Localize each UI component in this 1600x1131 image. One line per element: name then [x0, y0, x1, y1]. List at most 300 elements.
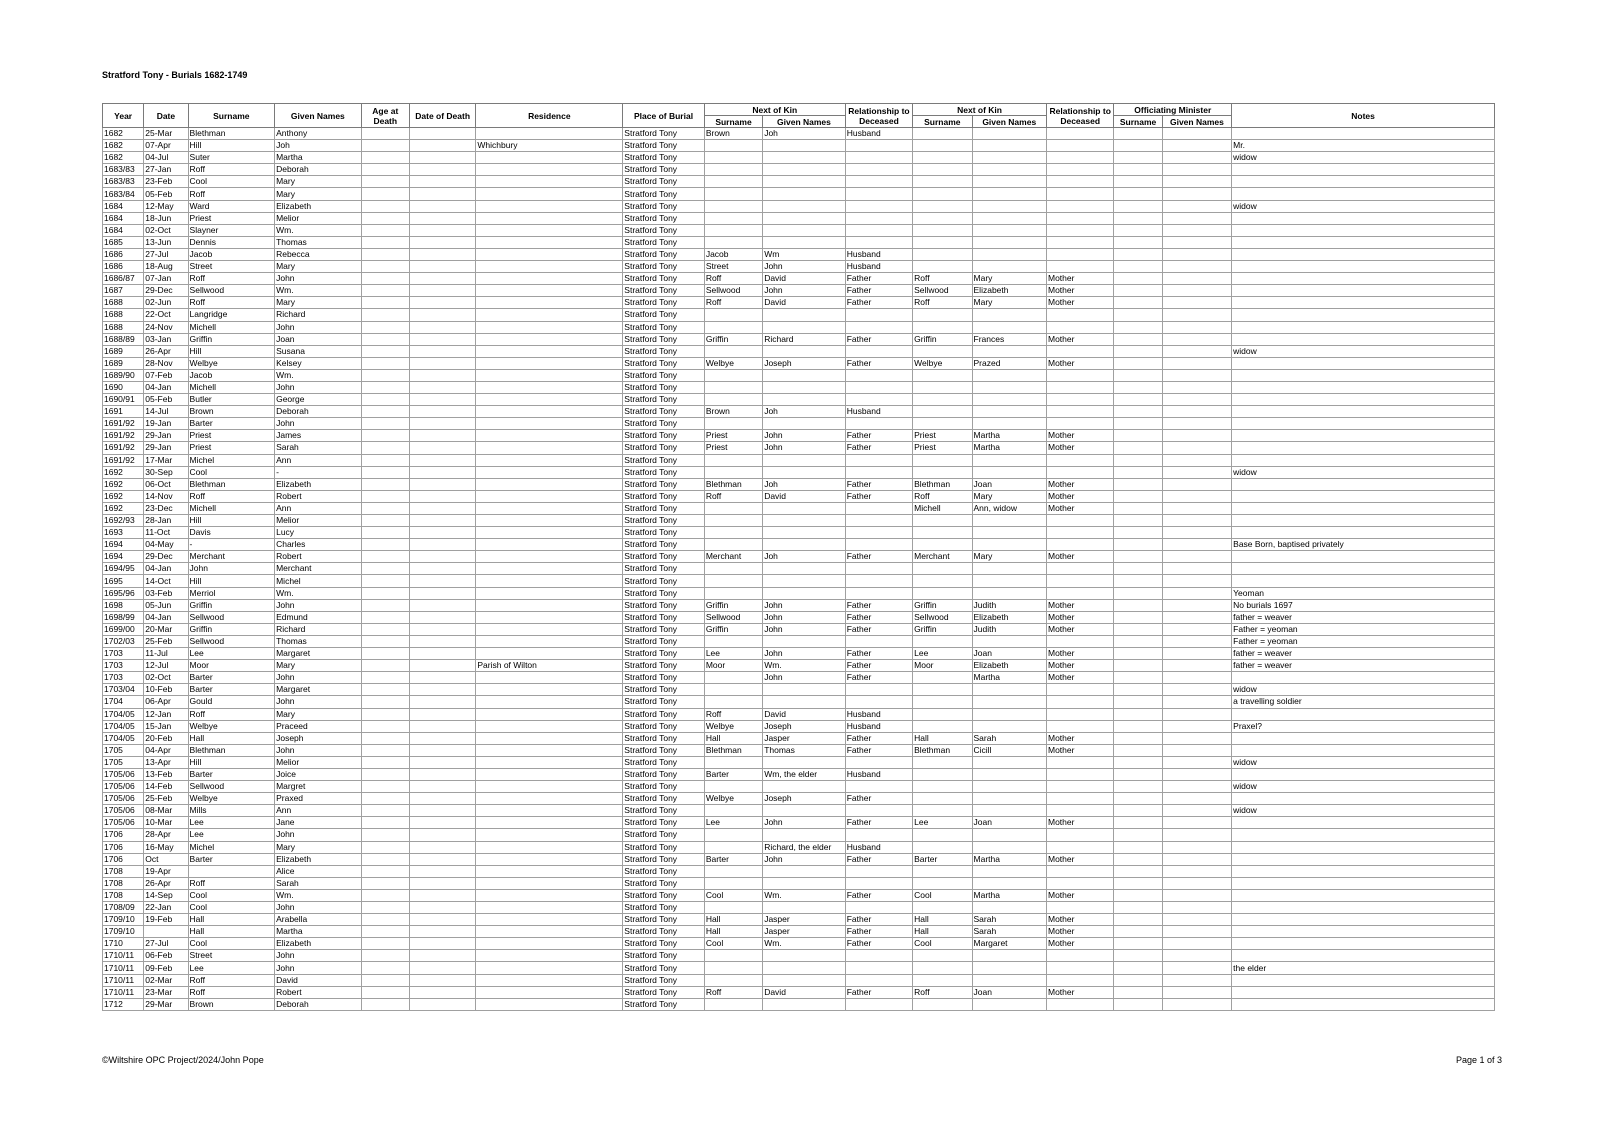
- cell-kin1-surname: Brown: [704, 128, 762, 140]
- cell-residence: [476, 394, 623, 406]
- cell-kin2-surname: [913, 756, 972, 768]
- cell-given-names: -: [275, 466, 362, 478]
- cell-given-names: Robert: [275, 986, 362, 998]
- cell-relationship-1: Husband: [845, 841, 912, 853]
- cell-notes: widow: [1232, 152, 1495, 164]
- cell-residence: [476, 309, 623, 321]
- cell-age-at-death: [361, 817, 409, 829]
- cell-relationship-1: [845, 962, 912, 974]
- cell-notes: [1232, 188, 1495, 200]
- cell-kin1-surname: [704, 418, 762, 430]
- cell-minister-surname: [1114, 236, 1162, 248]
- cell-kin1-given-names: [763, 164, 846, 176]
- cell-kin1-surname: [704, 902, 762, 914]
- cell-minister-surname: [1114, 369, 1162, 381]
- table-row: [103, 648, 1495, 660]
- cell-given-names: Wm.: [275, 369, 362, 381]
- cell-minister-given-names: [1162, 599, 1231, 611]
- cell-minister-surname: [1114, 998, 1162, 1010]
- cell-kin1-surname: [704, 877, 762, 889]
- cell-residence: [476, 539, 623, 551]
- cell-year: 1703: [103, 672, 144, 684]
- cell-kin2-given-names: Elizabeth: [972, 611, 1046, 623]
- cell-kin2-surname: Roff: [913, 273, 972, 285]
- cell-place-of-burial: Stratford Tony: [623, 950, 705, 962]
- cell-kin1-given-names: [763, 152, 846, 164]
- cell-surname: Blethman: [188, 128, 275, 140]
- cell-kin1-given-names: Joseph: [763, 793, 846, 805]
- table-row: [103, 974, 1495, 986]
- table-row: [103, 962, 1495, 974]
- table-row: [103, 623, 1495, 635]
- cell-kin1-surname: [704, 805, 762, 817]
- cell-place-of-burial: Stratford Tony: [623, 720, 705, 732]
- cell-date-of-death: [409, 575, 475, 587]
- cell-surname: Griffin: [188, 333, 275, 345]
- cell-kin2-given-names: Joan: [972, 478, 1046, 490]
- cell-age-at-death: [361, 926, 409, 938]
- cell-minister-surname: [1114, 345, 1162, 357]
- cell-kin1-given-names: John: [763, 853, 846, 865]
- cell-given-names: Wm.: [275, 285, 362, 297]
- cell-place-of-burial: Stratford Tony: [623, 261, 705, 273]
- cell-place-of-burial: Stratford Tony: [623, 853, 705, 865]
- cell-kin2-surname: [913, 152, 972, 164]
- cell-kin2-surname: Barter: [913, 853, 972, 865]
- cell-age-at-death: [361, 938, 409, 950]
- cell-date-of-death: [409, 539, 475, 551]
- cell-kin2-surname: [913, 200, 972, 212]
- cell-minister-surname: [1114, 575, 1162, 587]
- table-row: [103, 950, 1495, 962]
- cell-relationship-1: [845, 950, 912, 962]
- cell-kin1-given-names: [763, 224, 846, 236]
- cell-given-names: Joh: [275, 140, 362, 152]
- cell-residence: [476, 648, 623, 660]
- cell-year: 1703: [103, 648, 144, 660]
- cell-residence: [476, 926, 623, 938]
- cell-relationship-2: [1046, 974, 1113, 986]
- cell-place-of-burial: Stratford Tony: [623, 708, 705, 720]
- cell-relationship-1: [845, 587, 912, 599]
- cell-kin2-given-names: [972, 406, 1046, 418]
- cell-relationship-1: Father: [845, 285, 912, 297]
- cell-residence: [476, 914, 623, 926]
- cell-given-names: Melior: [275, 515, 362, 527]
- cell-age-at-death: [361, 369, 409, 381]
- cell-minister-given-names: [1162, 744, 1231, 756]
- cell-minister-given-names: [1162, 345, 1231, 357]
- cell-given-names: Praxed: [275, 793, 362, 805]
- burial-rows: [103, 128, 1495, 1011]
- cell-minister-surname: [1114, 974, 1162, 986]
- cell-kin1-given-names: [763, 781, 846, 793]
- header-date: Date: [144, 104, 188, 128]
- cell-relationship-1: Husband: [845, 406, 912, 418]
- cell-relationship-2: Mother: [1046, 333, 1113, 345]
- table-row: [103, 394, 1495, 406]
- cell-year: 1705/06: [103, 817, 144, 829]
- cell-relationship-2: [1046, 684, 1113, 696]
- cell-kin2-given-names: [972, 805, 1046, 817]
- cell-place-of-burial: Stratford Tony: [623, 744, 705, 756]
- cell-minister-surname: [1114, 515, 1162, 527]
- cell-year: 1688: [103, 297, 144, 309]
- cell-date: 28-Nov: [144, 357, 188, 369]
- cell-relationship-1: [845, 394, 912, 406]
- cell-place-of-burial: Stratford Tony: [623, 176, 705, 188]
- subheader-minister-given-names: Given Names: [1162, 116, 1231, 128]
- cell-minister-surname: [1114, 768, 1162, 780]
- cell-minister-given-names: [1162, 853, 1231, 865]
- table-row: [103, 321, 1495, 333]
- cell-notes: [1232, 575, 1495, 587]
- cell-place-of-burial: Stratford Tony: [623, 623, 705, 635]
- cell-residence: [476, 490, 623, 502]
- cell-given-names: Wm.: [275, 889, 362, 901]
- cell-kin2-surname: Michell: [913, 502, 972, 514]
- cell-notes: [1232, 877, 1495, 889]
- table-row: [103, 914, 1495, 926]
- table-row: [103, 563, 1495, 575]
- cell-place-of-burial: Stratford Tony: [623, 575, 705, 587]
- cell-year: 1689: [103, 345, 144, 357]
- cell-year: 1704/05: [103, 720, 144, 732]
- cell-relationship-1: Father: [845, 297, 912, 309]
- cell-minister-surname: [1114, 273, 1162, 285]
- cell-kin2-surname: [913, 248, 972, 260]
- cell-date: 23-Dec: [144, 502, 188, 514]
- cell-relationship-1: Father: [845, 599, 912, 611]
- cell-kin2-surname: [913, 865, 972, 877]
- cell-kin2-surname: [913, 406, 972, 418]
- cell-place-of-burial: Stratford Tony: [623, 333, 705, 345]
- cell-relationship-1: [845, 527, 912, 539]
- cell-surname: Suter: [188, 152, 275, 164]
- cell-place-of-burial: Stratford Tony: [623, 684, 705, 696]
- cell-age-at-death: [361, 502, 409, 514]
- cell-date-of-death: [409, 611, 475, 623]
- cell-kin1-surname: [704, 152, 762, 164]
- cell-date-of-death: [409, 877, 475, 889]
- cell-surname: Roff: [188, 877, 275, 889]
- cell-minister-given-names: [1162, 829, 1231, 841]
- table-row: [103, 442, 1495, 454]
- table-row: [103, 756, 1495, 768]
- cell-place-of-burial: Stratford Tony: [623, 768, 705, 780]
- cell-kin2-surname: [913, 708, 972, 720]
- cell-date: 11-Jul: [144, 648, 188, 660]
- cell-minister-given-names: [1162, 986, 1231, 998]
- cell-residence: [476, 817, 623, 829]
- cell-kin2-given-names: [972, 236, 1046, 248]
- cell-given-names: Charles: [275, 539, 362, 551]
- cell-minister-surname: [1114, 563, 1162, 575]
- cell-minister-given-names: [1162, 623, 1231, 635]
- cell-year: 1689: [103, 357, 144, 369]
- cell-age-at-death: [361, 200, 409, 212]
- cell-date: 19-Apr: [144, 865, 188, 877]
- cell-minister-given-names: [1162, 696, 1231, 708]
- cell-notes: [1232, 212, 1495, 224]
- cell-date-of-death: [409, 889, 475, 901]
- cell-age-at-death: [361, 236, 409, 248]
- cell-year: 1683/83: [103, 164, 144, 176]
- cell-date-of-death: [409, 273, 475, 285]
- cell-given-names: Anthony: [275, 128, 362, 140]
- cell-date: 06-Feb: [144, 950, 188, 962]
- cell-relationship-1: Father: [845, 986, 912, 998]
- table-row: [103, 212, 1495, 224]
- cell-minister-surname: [1114, 829, 1162, 841]
- cell-given-names: John: [275, 418, 362, 430]
- cell-kin1-given-names: [763, 865, 846, 877]
- cell-relationship-2: Mother: [1046, 478, 1113, 490]
- cell-relationship-1: [845, 309, 912, 321]
- cell-date-of-death: [409, 974, 475, 986]
- cell-relationship-2: [1046, 708, 1113, 720]
- cell-kin1-surname: [704, 502, 762, 514]
- cell-relationship-2: Mother: [1046, 648, 1113, 660]
- cell-notes: [1232, 974, 1495, 986]
- cell-age-at-death: [361, 430, 409, 442]
- cell-kin1-given-names: [763, 974, 846, 986]
- cell-date: 14-Sep: [144, 889, 188, 901]
- cell-kin2-surname: [913, 261, 972, 273]
- cell-minister-surname: [1114, 478, 1162, 490]
- cell-relationship-2: Mother: [1046, 442, 1113, 454]
- cell-kin1-surname: Brown: [704, 406, 762, 418]
- cell-minister-given-names: [1162, 369, 1231, 381]
- cell-year: 1704/05: [103, 708, 144, 720]
- cell-age-at-death: [361, 648, 409, 660]
- cell-surname: Cool: [188, 466, 275, 478]
- cell-place-of-burial: Stratford Tony: [623, 140, 705, 152]
- cell-place-of-burial: Stratford Tony: [623, 793, 705, 805]
- cell-kin2-given-names: Elizabeth: [972, 660, 1046, 672]
- cell-minister-surname: [1114, 889, 1162, 901]
- cell-age-at-death: [361, 333, 409, 345]
- cell-minister-surname: [1114, 442, 1162, 454]
- cell-given-names: Margaret: [275, 648, 362, 660]
- cell-kin1-given-names: David: [763, 986, 846, 998]
- cell-year: 1686/87: [103, 273, 144, 285]
- cell-kin2-surname: [913, 768, 972, 780]
- cell-age-at-death: [361, 454, 409, 466]
- cell-minister-given-names: [1162, 660, 1231, 672]
- cell-kin2-surname: [913, 176, 972, 188]
- cell-kin2-surname: Cool: [913, 938, 972, 950]
- cell-kin2-given-names: [972, 974, 1046, 986]
- cell-given-names: Ann: [275, 502, 362, 514]
- cell-residence: [476, 248, 623, 260]
- cell-year: 1704: [103, 696, 144, 708]
- cell-given-names: Martha: [275, 152, 362, 164]
- cell-kin2-surname: [913, 212, 972, 224]
- cell-kin1-surname: Hall: [704, 732, 762, 744]
- cell-date-of-death: [409, 297, 475, 309]
- cell-kin1-surname: Sellwood: [704, 285, 762, 297]
- cell-surname: John: [188, 563, 275, 575]
- cell-kin1-given-names: Jasper: [763, 914, 846, 926]
- table-row: [103, 176, 1495, 188]
- cell-kin2-surname: [913, 381, 972, 393]
- cell-year: 1691/92: [103, 418, 144, 430]
- cell-kin1-given-names: [763, 502, 846, 514]
- cell-date-of-death: [409, 635, 475, 647]
- table-row: [103, 369, 1495, 381]
- cell-relationship-2: [1046, 381, 1113, 393]
- cell-place-of-burial: Stratford Tony: [623, 285, 705, 297]
- cell-minister-surname: [1114, 672, 1162, 684]
- cell-minister-given-names: [1162, 998, 1231, 1010]
- cell-place-of-burial: Stratford Tony: [623, 309, 705, 321]
- cell-place-of-burial: Stratford Tony: [623, 587, 705, 599]
- cell-kin2-surname: [913, 829, 972, 841]
- cell-year: 1692: [103, 478, 144, 490]
- cell-age-at-death: [361, 152, 409, 164]
- cell-date-of-death: [409, 998, 475, 1010]
- cell-relationship-2: Mother: [1046, 817, 1113, 829]
- cell-minister-given-names: [1162, 236, 1231, 248]
- cell-kin2-surname: [913, 369, 972, 381]
- cell-date-of-death: [409, 442, 475, 454]
- cell-year: 1692: [103, 502, 144, 514]
- cell-kin1-surname: Street: [704, 261, 762, 273]
- cell-kin1-given-names: [763, 998, 846, 1010]
- cell-kin2-given-names: [972, 200, 1046, 212]
- cell-residence: [476, 877, 623, 889]
- cell-date-of-death: [409, 841, 475, 853]
- cell-date: 07-Apr: [144, 140, 188, 152]
- cell-age-at-death: [361, 962, 409, 974]
- cell-date: 29-Jan: [144, 442, 188, 454]
- table-row: [103, 273, 1495, 285]
- subheader-kin2-surname: Surname: [913, 116, 972, 128]
- cell-relationship-2: [1046, 527, 1113, 539]
- cell-given-names: Joan: [275, 333, 362, 345]
- cell-kin2-given-names: [972, 756, 1046, 768]
- cell-kin1-given-names: [763, 236, 846, 248]
- cell-notes: widow: [1232, 805, 1495, 817]
- cell-residence: [476, 430, 623, 442]
- cell-year: 1710/11: [103, 962, 144, 974]
- cell-kin1-given-names: [763, 418, 846, 430]
- cell-age-at-death: [361, 793, 409, 805]
- cell-residence: [476, 236, 623, 248]
- cell-date-of-death: [409, 551, 475, 563]
- cell-year: 1691/92: [103, 442, 144, 454]
- cell-date: 03-Feb: [144, 587, 188, 599]
- header-officiating-minister: Officiating Minister: [1114, 104, 1232, 116]
- cell-kin1-given-names: [763, 188, 846, 200]
- cell-minister-given-names: [1162, 708, 1231, 720]
- cell-kin1-surname: Merchant: [704, 551, 762, 563]
- table-row: [103, 188, 1495, 200]
- cell-kin2-surname: [913, 635, 972, 647]
- cell-kin1-given-names: Joh: [763, 406, 846, 418]
- cell-date-of-death: [409, 394, 475, 406]
- cell-kin2-surname: [913, 345, 972, 357]
- cell-year: 1710: [103, 938, 144, 950]
- cell-relationship-2: Mother: [1046, 611, 1113, 623]
- cell-notes: [1232, 938, 1495, 950]
- cell-kin1-given-names: John: [763, 611, 846, 623]
- cell-place-of-burial: Stratford Tony: [623, 490, 705, 502]
- cell-surname: Hill: [188, 345, 275, 357]
- cell-year: 1686: [103, 248, 144, 260]
- cell-date-of-death: [409, 454, 475, 466]
- cell-kin2-surname: [913, 974, 972, 986]
- cell-notes: [1232, 768, 1495, 780]
- cell-kin2-surname: [913, 962, 972, 974]
- cell-minister-surname: [1114, 309, 1162, 321]
- table-row: [103, 575, 1495, 587]
- cell-relationship-2: [1046, 950, 1113, 962]
- cell-date-of-death: [409, 914, 475, 926]
- cell-kin2-given-names: [972, 527, 1046, 539]
- cell-date-of-death: [409, 176, 475, 188]
- table-row: [103, 660, 1495, 672]
- cell-place-of-burial: Stratford Tony: [623, 865, 705, 877]
- cell-residence: [476, 273, 623, 285]
- cell-residence: [476, 938, 623, 950]
- cell-relationship-1: [845, 454, 912, 466]
- cell-surname: Roff: [188, 164, 275, 176]
- cell-relationship-1: [845, 998, 912, 1010]
- cell-age-at-death: [361, 164, 409, 176]
- cell-minister-given-names: [1162, 720, 1231, 732]
- cell-relationship-2: [1046, 164, 1113, 176]
- cell-residence: [476, 381, 623, 393]
- cell-kin1-surname: Roff: [704, 490, 762, 502]
- cell-relationship-1: [845, 140, 912, 152]
- table-row: [103, 164, 1495, 176]
- cell-kin2-given-names: Sarah: [972, 732, 1046, 744]
- cell-relationship-2: [1046, 962, 1113, 974]
- cell-minister-surname: [1114, 430, 1162, 442]
- table-row: [103, 224, 1495, 236]
- cell-given-names: Kelsey: [275, 357, 362, 369]
- cell-relationship-1: Father: [845, 660, 912, 672]
- cell-kin1-surname: [704, 321, 762, 333]
- cell-kin1-given-names: John: [763, 430, 846, 442]
- cell-date-of-death: [409, 248, 475, 260]
- cell-kin1-given-names: [763, 539, 846, 551]
- header-place-of-burial: Place of Burial: [623, 104, 705, 128]
- cell-relationship-1: [845, 418, 912, 430]
- cell-kin2-given-names: [972, 902, 1046, 914]
- cell-kin2-given-names: Ann, widow: [972, 502, 1046, 514]
- cell-notes: [1232, 248, 1495, 260]
- cell-age-at-death: [361, 490, 409, 502]
- cell-kin2-given-names: Mary: [972, 490, 1046, 502]
- cell-date: 04-Jan: [144, 381, 188, 393]
- cell-relationship-1: Father: [845, 793, 912, 805]
- cell-year: 1682: [103, 128, 144, 140]
- cell-relationship-1: [845, 515, 912, 527]
- cell-kin1-given-names: John: [763, 648, 846, 660]
- cell-year: 1705/06: [103, 793, 144, 805]
- cell-kin2-given-names: [972, 345, 1046, 357]
- cell-notes: [1232, 902, 1495, 914]
- cell-place-of-burial: Stratford Tony: [623, 817, 705, 829]
- cell-year: 1703/04: [103, 684, 144, 696]
- cell-year: 1705/06: [103, 768, 144, 780]
- cell-given-names: Melior: [275, 212, 362, 224]
- cell-kin2-surname: [913, 539, 972, 551]
- cell-relationship-1: [845, 200, 912, 212]
